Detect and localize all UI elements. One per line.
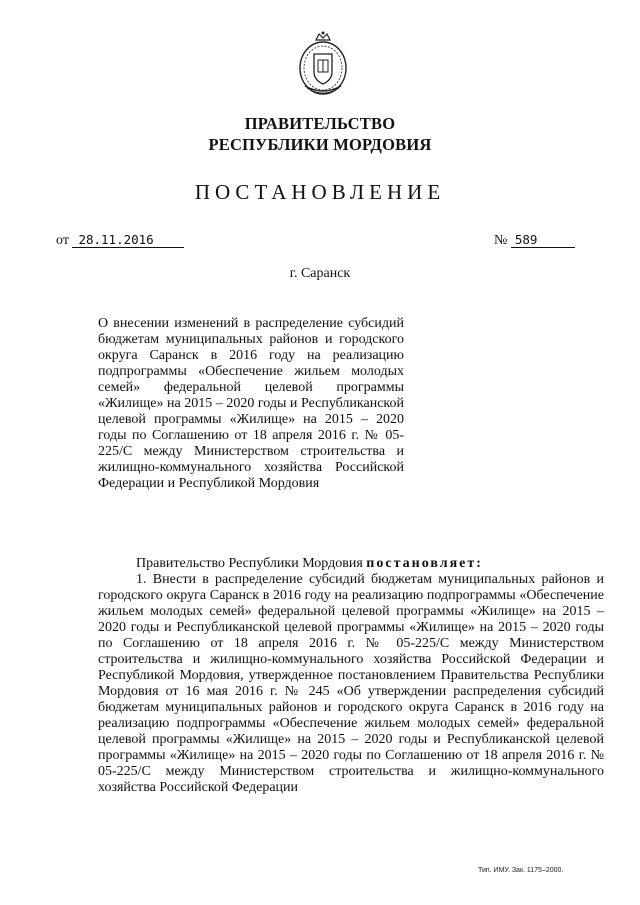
city: г. Саранск — [289, 266, 351, 281]
document-subject: О внесении изменений в распределение субсидий бюджетам муниципальных районов и городского округа Саранск в 2016 году на реализацию подпрограммы «Обеспечение жильем молодых семей» федеральной целевой программы «Жилище» на 2015 – 2020 годы и Республиканской целевой программы «Жилище» на 2015 – 2020 годы по Соглашению от 18 апреля 2016 г. № 05-225/С между Министерством строительства и жилищно-коммунального хозяйства Российской Федерации и Республикой Мордовия — [98, 316, 404, 491]
government-name — [0, 113, 640, 155]
paragraph-1: 1. Внести в распределение субсидий бюджетам муниципальных районов и городского округа Саранск в 2016 году на реализацию подпрограммы «Обеспечение жильем молодых семей» федеральной целевой программы «Жилище» на 2015 – 2020 годы и Республиканской целевой программы «Жилище» на 2015 – 2020 годы по Соглашению от 18 апреля 2016 г. № 05-225/С между Министерством строительства и жилищно-коммунального хозяйства Российской Федерации и Республикой Мордовия, утвержденное постановлением Правительства Республики Мордовия от 16 мая 2016 г. № 245 «Об утверждении распределения субсидий бюджетам муниципальных районов и городского округа Саранск в 2016 году на реализацию подпрограммы «Обеспечение жильем молодых семей» федеральной целевой программы «Жилище» на 2015 – 2020 годы и Республиканской целевой программы «Жилище» на 2015 – 2020 годы по Соглашению от 18 апреля 2016 г. № 05-225/С между Министерством строительства и жилищно-коммунального хозяйства Российской Федерации — [98, 572, 604, 795]
intro-verb: постановляет: — [366, 556, 483, 571]
document-body — [98, 556, 604, 796]
date-field — [56, 232, 184, 249]
gov-line-1: ПРАВИТЕЛЬСТВО — [244, 114, 396, 133]
intro-paragraph — [98, 556, 604, 572]
number-prefix: № — [494, 233, 508, 248]
gov-line-2: РЕСПУБЛИКИ МОРДОВИЯ — [208, 135, 432, 154]
coat-of-arms-icon — [297, 30, 349, 98]
date-prefix: от — [56, 233, 69, 248]
date-value: 28.11.2016 — [72, 232, 184, 248]
document-type: ПОСТАНОВЛЕНИЕ — [194, 180, 446, 204]
intro-lead: Правительство Республики Мордовия — [136, 556, 363, 571]
number-field — [494, 232, 575, 249]
number-value: 589 — [511, 232, 575, 248]
print-footer: Тип. ИМУ. Зак. 1175–2000. — [478, 867, 564, 874]
